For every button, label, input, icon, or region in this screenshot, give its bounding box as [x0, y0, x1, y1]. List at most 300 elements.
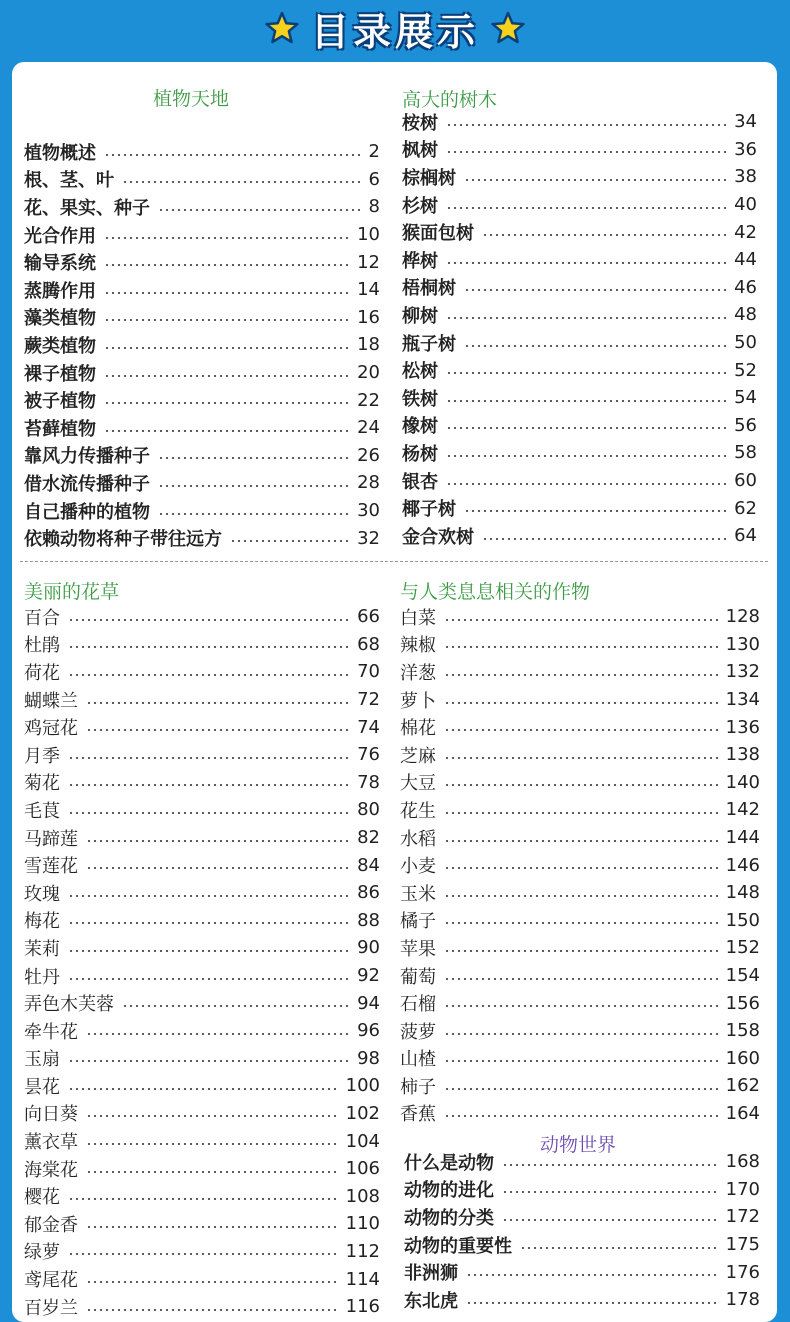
entry-title: 薰衣草 [24, 1132, 78, 1154]
toc-entry [24, 1238, 380, 1266]
dot-leader [446, 400, 726, 402]
entry-page-number: 106 [345, 1158, 380, 1180]
dot-leader [466, 1302, 718, 1304]
toc-entry [400, 741, 760, 769]
toc-entry [24, 769, 380, 797]
entry-page-number: 164 [725, 1102, 760, 1124]
entry-title: 昙花 [24, 1076, 60, 1098]
section-title-animals: 动物世界 [540, 1134, 617, 1156]
dot-leader [122, 181, 361, 183]
dot-leader [68, 1088, 338, 1090]
entry-page-number: 24 [357, 417, 380, 439]
dot-leader [502, 1219, 718, 1221]
dot-leader [104, 375, 349, 377]
entry-title: 输导系统 [24, 253, 96, 275]
toc-entry [400, 796, 760, 824]
dot-leader [86, 840, 349, 842]
dot-leader [446, 262, 726, 264]
entry-title: 荷花 [24, 662, 60, 684]
entry-page-number: 46 [734, 276, 757, 298]
entry-title: 百合 [24, 607, 60, 629]
entry-title: 梅花 [24, 911, 60, 933]
entry-title: 萝卜 [400, 690, 436, 712]
dot-leader [104, 430, 349, 432]
dot-leader [464, 510, 726, 512]
toc-entry [24, 1017, 380, 1045]
dot-leader [446, 124, 726, 126]
entry-title: 鸢尾花 [24, 1270, 78, 1292]
entry-page-number: 82 [357, 827, 380, 849]
entry-title: 枫树 [402, 140, 438, 162]
entry-page-number: 176 [725, 1261, 760, 1283]
entry-page-number: 60 [734, 470, 757, 492]
toc-entry [400, 686, 760, 714]
entry-page-number: 138 [725, 744, 760, 766]
entry-title: 葡萄 [400, 966, 436, 988]
entry-title: 猴面包树 [402, 223, 474, 245]
entry-title: 毛茛 [24, 800, 60, 822]
toc-entry [400, 962, 760, 990]
entry-page-number: 58 [734, 442, 757, 464]
toc-entry [402, 274, 757, 302]
entry-title: 靠风力传播种子 [24, 446, 150, 468]
entry-title: 银杏 [402, 471, 438, 493]
toc-entry [24, 193, 380, 221]
dot-leader [68, 1198, 338, 1200]
entry-title: 松树 [402, 361, 438, 383]
dot-leader [68, 757, 349, 759]
entry-page-number: 88 [357, 909, 380, 931]
entry-title: 花、果实、种子 [24, 197, 150, 219]
entry-page-number: 28 [357, 472, 380, 494]
entry-page-number: 134 [725, 689, 760, 711]
toc-entry [400, 934, 760, 962]
entry-title: 菠萝 [400, 1021, 436, 1043]
toc-entry [402, 412, 757, 440]
toc-entry [24, 386, 380, 414]
entry-title: 苔藓植物 [24, 418, 96, 440]
entry-page-number: 110 [345, 1213, 380, 1235]
dot-leader [444, 619, 718, 621]
section-divider [20, 561, 768, 562]
entry-title: 芝麻 [400, 745, 436, 767]
dot-leader [68, 895, 349, 897]
dot-leader [86, 1281, 338, 1283]
dot-leader [158, 485, 349, 487]
entry-page-number: 6 [368, 168, 380, 190]
entry-title: 棉花 [400, 718, 436, 740]
toc-entry [402, 356, 757, 384]
dot-leader [444, 784, 718, 786]
toc-entry [24, 934, 380, 962]
dot-leader [444, 922, 718, 924]
toc-entry [402, 329, 757, 357]
entry-title: 光合作用 [24, 225, 96, 247]
entry-page-number: 56 [734, 414, 757, 436]
toc-entry [24, 331, 380, 359]
toc-entry [402, 301, 757, 329]
entry-title: 郁金香 [24, 1214, 78, 1236]
entry-title: 动物的进化 [404, 1180, 494, 1202]
dot-leader [68, 784, 349, 786]
toc-entry [402, 136, 757, 164]
toc-entry [24, 658, 380, 686]
entry-title: 玉扇 [24, 1049, 60, 1071]
entry-page-number: 158 [725, 1020, 760, 1042]
entry-page-number: 48 [734, 304, 757, 326]
crops-list [400, 603, 760, 1127]
toc-entry [24, 962, 380, 990]
entry-page-number: 148 [725, 882, 760, 904]
toc-entry [400, 769, 760, 797]
entry-title: 棕榈树 [402, 167, 456, 189]
entry-page-number: 50 [734, 332, 757, 354]
dot-leader [444, 1088, 718, 1090]
dot-leader [68, 812, 349, 814]
entry-page-number: 108 [345, 1185, 380, 1207]
toc-entry [24, 1182, 380, 1210]
dot-leader [104, 319, 349, 321]
entry-title: 洋葱 [400, 662, 436, 684]
toc-entry [404, 1286, 760, 1314]
dot-leader [122, 1005, 349, 1007]
entry-title: 马蹄莲 [24, 828, 78, 850]
entry-page-number: 160 [725, 1047, 760, 1069]
entry-title: 玫瑰 [24, 883, 60, 905]
dot-leader [444, 757, 718, 759]
toc-entry [24, 166, 380, 194]
dot-leader [444, 978, 718, 980]
toc-entry [24, 686, 380, 714]
dot-leader [86, 1115, 338, 1117]
entry-page-number: 130 [725, 633, 760, 655]
entry-title: 牵牛花 [24, 1021, 78, 1043]
entry-title: 东北虎 [404, 1290, 458, 1312]
dot-leader [68, 1253, 338, 1255]
toc-entry [402, 467, 757, 495]
entry-title: 椰子树 [402, 499, 456, 521]
toc-entry [24, 497, 380, 525]
entry-title: 杜鹃 [24, 635, 60, 657]
entry-page-number: 144 [725, 827, 760, 849]
dot-leader [444, 950, 718, 952]
entry-page-number: 128 [725, 606, 760, 628]
toc-entry [402, 494, 757, 522]
entry-title: 月季 [24, 745, 60, 767]
toc-entry [400, 1100, 760, 1128]
dot-leader [68, 1060, 349, 1062]
entry-title: 雪莲花 [24, 856, 78, 878]
entry-page-number: 32 [357, 527, 380, 549]
entry-page-number: 52 [734, 359, 757, 381]
toc-entry [24, 1072, 380, 1100]
dot-leader [158, 457, 349, 459]
entry-page-number: 92 [357, 965, 380, 987]
dot-leader [482, 538, 726, 540]
entry-title: 自己播种的植物 [24, 501, 150, 523]
toc-entry [400, 603, 760, 631]
section-title-trees: 高大的树木 [402, 89, 498, 111]
page-header [0, 0, 790, 56]
entry-title: 梧桐树 [402, 278, 456, 300]
trees-list [402, 108, 757, 550]
entry-title: 蝴蝶兰 [24, 690, 78, 712]
toc-entry [24, 824, 380, 852]
dot-leader [104, 264, 349, 266]
entry-page-number: 62 [734, 497, 757, 519]
toc-entry [404, 1231, 760, 1259]
entry-title: 铁树 [402, 388, 438, 410]
entry-title: 橡树 [402, 416, 438, 438]
entry-page-number: 16 [357, 306, 380, 328]
entry-title: 玉米 [400, 883, 436, 905]
dot-leader [444, 812, 718, 814]
dot-leader [86, 702, 349, 704]
toc-entry [24, 989, 380, 1017]
dot-leader [158, 513, 349, 515]
entry-title: 借水流传播种子 [24, 473, 150, 495]
entry-title: 山楂 [400, 1049, 436, 1071]
entry-page-number: 140 [725, 771, 760, 793]
entry-page-number: 42 [734, 221, 757, 243]
entry-title: 樱花 [24, 1187, 60, 1209]
toc-entry [24, 276, 380, 304]
star-icon [491, 11, 525, 45]
dot-leader [104, 154, 361, 156]
entry-page-number: 78 [357, 771, 380, 793]
dot-leader [104, 237, 349, 239]
dot-leader [68, 978, 349, 980]
entry-title: 弄色木芙蓉 [24, 994, 114, 1016]
entry-title: 蒸腾作用 [24, 280, 96, 302]
toc-entry [402, 108, 757, 136]
toc-entry [24, 741, 380, 769]
dot-leader [446, 317, 726, 319]
dot-leader [444, 1060, 718, 1062]
entry-page-number: 10 [357, 224, 380, 246]
toc-entry [24, 414, 380, 442]
toc-entry [400, 631, 760, 659]
entry-title: 水稻 [400, 828, 436, 850]
entry-title: 杉树 [402, 195, 438, 217]
toc-entry [24, 1210, 380, 1238]
entry-title: 桦树 [402, 250, 438, 272]
entry-title: 被子植物 [24, 391, 96, 413]
dot-leader [158, 209, 361, 211]
entry-page-number: 142 [725, 799, 760, 821]
entry-page-number: 156 [725, 992, 760, 1014]
toc-entry [24, 1265, 380, 1293]
toc-entry [24, 796, 380, 824]
dot-leader [444, 895, 718, 897]
entry-title: 裸子植物 [24, 363, 96, 385]
entry-page-number: 175 [725, 1234, 760, 1256]
plants-list [24, 138, 380, 552]
dot-leader [68, 646, 349, 648]
entry-page-number: 66 [357, 606, 380, 628]
toc-entry [24, 359, 380, 387]
entry-page-number: 70 [357, 661, 380, 683]
toc-entry [24, 603, 380, 631]
toc-entry [400, 879, 760, 907]
entry-page-number: 96 [357, 1020, 380, 1042]
toc-entry [402, 191, 757, 219]
dot-leader [444, 1005, 718, 1007]
toc-entry [24, 248, 380, 276]
flowers-list [24, 603, 380, 1320]
dot-leader [86, 1226, 338, 1228]
toc-entry [402, 218, 757, 246]
dot-leader [464, 345, 726, 347]
entry-title: 海棠花 [24, 1159, 78, 1181]
dot-leader [68, 922, 349, 924]
entry-page-number: 146 [725, 854, 760, 876]
dot-leader [444, 1033, 718, 1035]
dot-leader [502, 1191, 718, 1193]
entry-title: 茉莉 [24, 938, 60, 960]
entry-page-number: 20 [357, 362, 380, 384]
dot-leader [446, 207, 726, 209]
entry-title: 瓶子树 [402, 333, 456, 355]
entry-page-number: 72 [357, 689, 380, 711]
toc-entry [400, 1017, 760, 1045]
toc-entry [24, 524, 380, 552]
entry-title: 绿萝 [24, 1242, 60, 1264]
entry-page-number: 38 [734, 166, 757, 188]
entry-title: 依赖动物将种子带往远方 [24, 529, 222, 551]
section-title-flowers: 美丽的花草 [24, 581, 120, 603]
entry-page-number: 154 [725, 965, 760, 987]
dot-leader [444, 840, 718, 842]
toc-entry [24, 851, 380, 879]
entry-page-number: 116 [345, 1296, 380, 1318]
entry-page-number: 94 [357, 992, 380, 1014]
entry-title: 大豆 [400, 773, 436, 795]
dot-leader [86, 1143, 338, 1145]
entry-page-number: 100 [345, 1075, 380, 1097]
toc-entry [24, 1045, 380, 1073]
entry-page-number: 64 [734, 525, 757, 547]
toc-entry [402, 246, 757, 274]
entry-title: 植物概述 [24, 142, 96, 164]
entry-title: 向日葵 [24, 1104, 78, 1126]
entry-title: 根、茎、叶 [24, 170, 114, 192]
toc-entry [402, 384, 757, 412]
entry-page-number: 114 [345, 1268, 380, 1290]
dot-leader [86, 1171, 338, 1173]
toc-entry [24, 1155, 380, 1183]
entry-page-number: 84 [357, 854, 380, 876]
toc-entry [24, 631, 380, 659]
dot-leader [86, 729, 349, 731]
entry-title: 辣椒 [400, 635, 436, 657]
entry-page-number: 14 [357, 279, 380, 301]
dot-leader [446, 372, 726, 374]
entry-page-number: 54 [734, 387, 757, 409]
toc-entry [24, 221, 380, 249]
entry-title: 白菜 [400, 607, 436, 629]
dot-leader [464, 179, 726, 181]
entry-title: 动物的重要性 [404, 1235, 512, 1257]
entry-page-number: 76 [357, 744, 380, 766]
animals-list [404, 1148, 760, 1314]
toc-entry [24, 879, 380, 907]
toc-entry [24, 138, 380, 166]
toc-entry [24, 713, 380, 741]
entry-title: 石榴 [400, 994, 436, 1016]
dot-leader [482, 234, 726, 236]
entry-page-number: 86 [357, 882, 380, 904]
entry-title: 牡丹 [24, 966, 60, 988]
dot-leader [444, 674, 718, 676]
entry-page-number: 150 [725, 909, 760, 931]
entry-title: 藻类植物 [24, 308, 96, 330]
dot-leader [444, 1115, 718, 1117]
dot-leader [68, 950, 349, 952]
toc-entry [24, 907, 380, 935]
entry-page-number: 18 [357, 334, 380, 356]
entry-page-number: 170 [725, 1178, 760, 1200]
entry-page-number: 40 [734, 194, 757, 216]
dot-leader [104, 292, 349, 294]
dot-leader [464, 289, 726, 291]
entry-page-number: 34 [734, 111, 757, 133]
entry-title: 苹果 [400, 938, 436, 960]
entry-page-number: 104 [345, 1130, 380, 1152]
entry-page-number: 112 [345, 1240, 380, 1262]
dot-leader [446, 151, 726, 153]
toc-entry [402, 163, 757, 191]
page-title: 目录展示 [310, 9, 479, 54]
entry-title: 金合欢树 [402, 526, 474, 548]
toc-entry [404, 1176, 760, 1204]
entry-title: 蕨类植物 [24, 335, 96, 357]
entry-page-number: 30 [357, 500, 380, 522]
entry-page-number: 172 [725, 1206, 760, 1228]
section-title-crops: 与人类息息相关的作物 [400, 581, 591, 603]
toc-entry [400, 1072, 760, 1100]
toc-entry [400, 851, 760, 879]
toc-entry [404, 1148, 760, 1176]
entry-page-number: 98 [357, 1047, 380, 1069]
dot-leader [466, 1274, 718, 1276]
entry-page-number: 90 [357, 937, 380, 959]
entry-title: 杨树 [402, 443, 438, 465]
dot-leader [86, 1033, 349, 1035]
entry-title: 柿子 [400, 1076, 436, 1098]
toc-entry [400, 824, 760, 852]
entry-title: 桉树 [402, 112, 438, 134]
entry-page-number: 12 [357, 251, 380, 273]
dot-leader [444, 702, 718, 704]
toc-panel [12, 62, 777, 1322]
dot-leader [86, 867, 349, 869]
entry-page-number: 2 [368, 141, 380, 163]
toc-entry [24, 469, 380, 497]
entry-title: 什么是动物 [404, 1152, 494, 1174]
entry-page-number: 102 [345, 1102, 380, 1124]
toc-entry [402, 439, 757, 467]
dot-leader [446, 427, 726, 429]
dot-leader [68, 674, 349, 676]
toc-entry [24, 442, 380, 470]
toc-entry [404, 1203, 760, 1231]
entry-page-number: 26 [357, 444, 380, 466]
toc-entry [400, 907, 760, 935]
dot-leader [68, 619, 349, 621]
entry-page-number: 132 [725, 661, 760, 683]
dot-leader [446, 483, 726, 485]
